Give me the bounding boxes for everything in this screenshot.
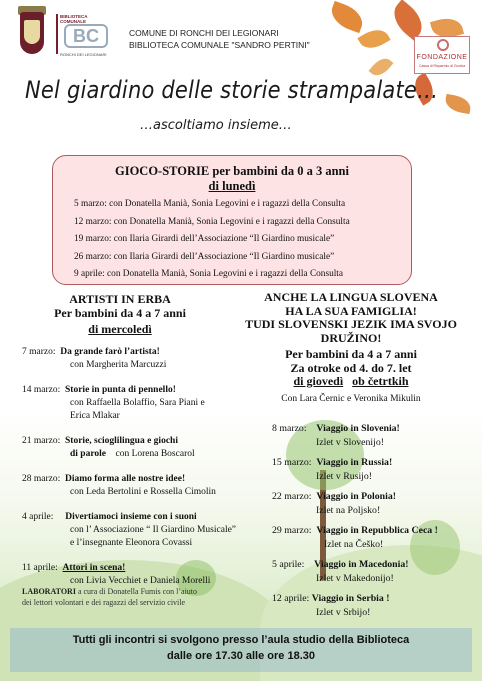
biblioteca-name: BIBLIOTECA COMUNALE "SANDRO PERTINI"	[129, 40, 310, 50]
fondazione-logo	[414, 36, 470, 74]
library-logo-mark: BC	[64, 24, 108, 48]
event-presenter: con l’ Associazione “ Il Giardino Musicale”	[70, 525, 237, 535]
event-presenter: con Livia Vecchiet e Daniela Morelli	[70, 576, 211, 586]
footer-text	[10, 632, 472, 664]
slovena-subheader	[240, 348, 462, 389]
event-title-cont: di parole	[70, 449, 106, 459]
slovena-day-slo: ob četrtkih	[352, 374, 409, 388]
laboratori-note	[22, 586, 282, 608]
laboratori-text-2: dei lettori volontari e dei ragazzi del servizio civile	[22, 598, 186, 607]
list-item	[22, 511, 272, 550]
event-title-slo: Izlet v Makedonijo!	[316, 573, 394, 584]
slovena-title-2: HA LA SUA FAMIGLIA!	[285, 303, 417, 318]
event-title: Viaggio in Slovenia!	[316, 423, 400, 434]
artisti-age: Per bambini da 4 a 7 anni	[54, 306, 186, 320]
fondazione-subtitle: Cassa di Risparmio di Gorizia	[418, 64, 466, 68]
event-date: 22 marzo:	[272, 491, 312, 502]
event-presenter: e l’insegnante Eleonora Covassi	[70, 538, 193, 548]
list-item: 9 aprile: con Donatella Manià, Sonia Legovini e i ragazzi della Consulta	[74, 269, 344, 279]
list-item: 12 marzo: con Donatella Manià, Sonia Legovini e i ragazzi della Consulta	[74, 216, 350, 227]
gioco-storie-day: di lunedì	[208, 179, 256, 193]
artisti-list	[22, 346, 272, 600]
event-presenter: con Raffaella Bolaffio, Sara Piani e	[70, 398, 205, 408]
list-item	[272, 524, 472, 552]
list-item	[22, 384, 272, 423]
event-presenter: con Lorena Boscarol	[115, 449, 195, 459]
artisti-header	[30, 292, 210, 336]
slovena-age: Per bambini da 4 a 7 anni	[285, 347, 417, 361]
laboratori-label: LABORATORI	[22, 587, 76, 596]
fondazione-name: FONDAZIONE	[416, 54, 468, 61]
list-item: 26 marzo: con Ilaria Girardi dell’Associazione “Il Giardino musicale”	[74, 251, 335, 262]
laboratori-text: a cura di Donatella Fumis con l’aiuto	[75, 587, 198, 596]
slovena-title-3: TUDI SLOVENSKI JEZIK IMA SVOJO	[245, 317, 457, 331]
event-date: 21 marzo:	[22, 436, 61, 446]
event-title: Viaggio in Repubblica Ceca !	[316, 525, 438, 536]
list-item	[272, 490, 472, 518]
slovena-day: di giovedì	[293, 374, 344, 388]
footer-line-2: dalle ore 17.30 alle ore 18.30	[167, 650, 315, 662]
slovena-title-1: ANCHE LA LINGUA SLOVENA	[264, 290, 438, 304]
event-title: Diamo forma alle nostre idee!	[65, 474, 186, 484]
gioco-storie-title: GIOCO-STORIE per bambini da 0 a 3 anni	[115, 164, 349, 178]
gioco-storie-list	[74, 196, 350, 284]
autumn-leaf	[386, 0, 429, 41]
event-date: 11 aprile:	[22, 563, 58, 573]
event-date: 28 marzo:	[22, 474, 61, 484]
event-title: Viaggio in Polonia!	[316, 491, 397, 502]
sub-title: …ascoltiamo insieme…	[140, 118, 292, 133]
fondazione-ring-icon	[437, 39, 449, 51]
list-item: 19 marzo: con Ilaria Girardi dell’Associazione “Il Giardino musicale”	[74, 234, 335, 244]
list-item	[272, 558, 472, 586]
library-logo-text: BIBLIOTECA COMUNALE	[60, 14, 88, 25]
event-presenter: con Leda Bertolini e Rossella Cimolin	[70, 487, 216, 497]
event-title: Da grande farò l’artista!	[60, 347, 160, 357]
event-title: Storie in punta di pennello!	[65, 385, 176, 395]
artisti-day: di mercoledì	[88, 322, 152, 336]
event-title: Attori in scena!	[62, 563, 126, 573]
list-item: 5 marzo: con Donatella Manià, Sonia Legovini e i ragazzi della Consulta	[74, 199, 346, 209]
comune-name: COMUNE DI RONCHI DEI LEGIONARI	[129, 28, 279, 38]
event-date: 29 marzo:	[272, 525, 312, 536]
event-presenter: con Margherita Marcuzzi	[70, 360, 167, 370]
slovena-presenters: Con Lara Černic e Veronika Mikulin	[281, 394, 421, 404]
slovena-header	[240, 291, 462, 345]
event-date: 15 marzo:	[272, 457, 312, 468]
library-logo-subtext: RONCHI DEI LEGIONARI	[60, 52, 107, 57]
event-date: 4 aprile:	[22, 512, 54, 522]
slovena-age-slo: Za otroke od 4. do 7. let	[290, 360, 412, 375]
event-title: Viaggio in Russia!	[316, 457, 393, 468]
header-text	[129, 27, 310, 51]
event-date: 5 aprile:	[272, 559, 305, 570]
event-date: 8 marzo:	[272, 423, 307, 434]
event-title: Viaggio in Macedonia!	[314, 559, 409, 570]
list-item	[22, 562, 272, 588]
list-item	[272, 422, 472, 450]
list-item	[272, 592, 472, 620]
event-title: Storie, scioglilingua e giochi	[65, 436, 178, 446]
event-date: 12 aprile:	[272, 593, 310, 604]
main-title: Nel giardino delle storie strampalate…	[25, 76, 439, 104]
list-item	[22, 473, 272, 499]
library-logo-bar	[56, 14, 58, 54]
event-date: 7 marzo:	[22, 347, 56, 357]
event-title-slo: Izlet v Srbijo!	[316, 607, 371, 618]
event-title: Viaggio in Serbia !	[311, 593, 390, 604]
list-item	[22, 435, 272, 461]
artisti-title: ARTISTI IN ERBA	[69, 292, 171, 306]
event-title-slo: Izlet na Češko!	[324, 539, 384, 550]
autumn-leaf	[327, 1, 366, 33]
event-title-slo: Izlet v Slovenijo!	[316, 437, 385, 448]
event-title-slo: Izlet na Poljsko!	[316, 505, 381, 516]
slovena-list	[272, 422, 472, 626]
footer-line-1: Tutti gli incontri si svolgono presso l’aula studio della Biblioteca	[72, 634, 410, 646]
event-title: Divertiamoci insieme con i suoni	[65, 512, 197, 522]
municipal-crest-icon	[20, 12, 44, 54]
event-presenter: Erica Mlakar	[70, 411, 120, 421]
list-item	[272, 456, 472, 484]
list-item	[22, 346, 272, 372]
event-date: 14 marzo:	[22, 385, 61, 395]
slovena-title-4: DRUŽINO!	[320, 330, 382, 345]
event-title-slo: Izlet v Rusijo!	[316, 471, 373, 482]
autumn-leaf	[357, 24, 390, 54]
